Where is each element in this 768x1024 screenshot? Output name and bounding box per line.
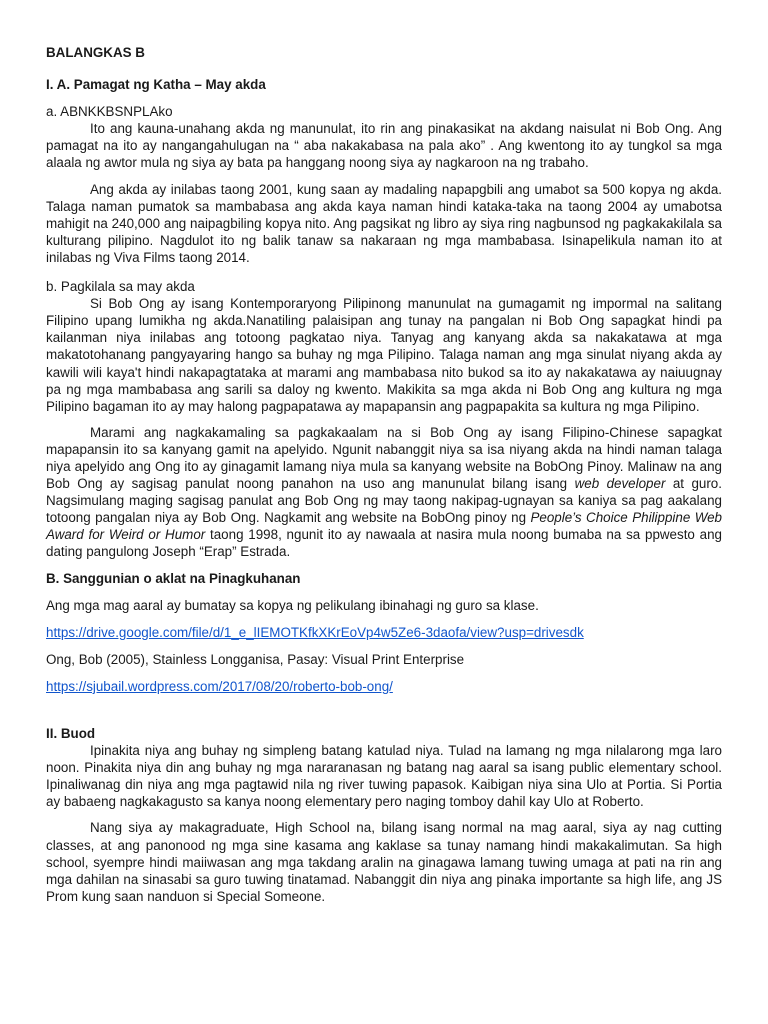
- paragraph-ii-1: Ipinakita niya ang buhay ng simpleng batang katulad niya. Tulad na lamang ng mga nilalarong mga laro noon. Pinakita niya din ang buhay ng mga nararanasan ng batang nag aaral sa isang public elementary school. Ipinaliwanag din niya ang mga pagtawid nila ng river tuwing papasok. Kaibigan niya sina Ulo at Portia. Si Portia ay babaeng nagkakagusto sa kanya noong elementary pero naging tomboy dahil kay Ulo at Roberto.: [46, 743, 722, 810]
- paragraph-a-2: Ang akda ay inilabas taong 2001, kung saan ay madaling napapgbili ang umabot sa 500 kopya ng akda. Talaga naman pumatok sa mambabasa ang akda kaya naman hindi kataka-taka na taong 2004 ay umabotsa mahigit na 240,000 ang naipagbiling kopya nito. Ang pagsikat ng libro ay siya ring nagbunsod ng pagkakakilala sa kulturang pilipino. Nagdulot ito ng balik tanaw sa nakaraan ng mga mambabasa. Isinapelikula naman ito at inilabas ng Viva Films taong 2014.: [46, 181, 722, 265]
- paragraph-b-2-text-1: Marami ang nagkakamaling sa pagkakaalam na si Bob Ong ay isang Filipino-Chinese sapagkat mapapansin ito sa kanyang gamit na apelyido. Ngunit nabanggit niya sa isa niyang akda na hindi naman talaga niya apelyido ang Ong ito ay ginagamit lamang niya mula sa kanyang website na BobOng Pinoy. Malinaw na ang Bob Ong ay sagisag panulat noong panahon na uso ang manunulat bilang isang: [46, 424, 722, 492]
- paragraph-b-2: [46, 424, 722, 561]
- paragraph-b-2-text-3: taong 1998, ngunit ito ay nawaala at nasira mula noong bumaba na sa ppwesto ang dating pangulong Joseph “Erap” Estrada.: [46, 527, 722, 560]
- subheading-a: a. ABNKKBSNPLAko: [46, 104, 173, 120]
- paragraph-a-1: Ito ang kauna-unahang akda ng manunulat, ito rin ang pinakasikat na akdang naisulat ni Bob Ong. Ang pamagat na ito ay nangangahulugan na “ aba nakakabasa na pala ako” . Ang kwentong ito ay tungkol sa mga alaala ng awtor mula ng siya ay bata pa hanggang noong siya ay nagkaroon na ng trabaho.: [46, 121, 722, 171]
- subheading-b: b. Pagkilala sa may akda: [46, 279, 195, 295]
- paragraph-b-1: Si Bob Ong ay isang Kontemporaryong Pilipinong manunulat na gumagamit ng impormal na salitang Filipino upang lumikha ng akda.Nanatiling palaisipan ang tunay na pangalan ni Bob Ong sapagkat hindi pa kailanman niya inilabas ang totoong pagkatao niya. Tanyag ang kanyang akda sa nakakatawa at mga makatotohanang pangyayaring hango sa buhay ng mga Pilipino. Talaga naman ang mga sinulat niyang akda ay kawili wili kaya't hindi nakapagtataka at marami ang mambabasa nito bukod sa ito ay nakakatawa ay naiuugnay pa ng mga mambabasa ang sarili sa daloy ng kwento. Makikita sa mga akda ni Bob Ong ang kultura ng mga Pilipino bagaman ito ay may halong pagpapatawa ay mapapansin ang pagpapakita sa kultura ng mga Pilipino.: [46, 296, 722, 414]
- reference-note: Ang mga mag aaral ay bumatay sa kopya ng pelikulang ibinahagi ng guro sa klase.: [46, 597, 539, 613]
- section-heading-b: B. Sanggunian o aklat na Pinagkuhanan: [46, 570, 301, 586]
- italic-web-developer: web developer: [574, 476, 666, 492]
- paragraph-ii-2: Nang siya ay makagraduate, High School na, bilang isang normal na mag aaral, siya ay nag cutting classes, at ang panonood ng mga sine kasama ang kaklase sa tunay namang hindi makakalimutan. Sa high school, syempre hindi maiiwasan ang mga takdang aralin na ginagawa lamang tuwing umaga at pati na rin ang mga dahilan na sinasabi sa guro tuwing tinatamad. Nabanggit din niya ang pinaka importante sa high life, ang JS Prom kung saan nanduon si Special Someone.: [46, 820, 722, 904]
- italic-award-name: People’s Choice Philippine Web Award for Weird or Humor: [46, 510, 723, 543]
- reference-link-drive[interactable]: https://drive.google.com/file/d/1_e_lIEMOTKfkXKrEoVp4w5Ze6-3daofa/view?usp=drivesdk: [46, 624, 584, 640]
- document-title: BALANGKAS B: [46, 45, 145, 60]
- section-heading-ia: I. A. Pamagat ng Katha – May akda: [46, 77, 266, 93]
- reference-book: Ong, Bob (2005), Stainless Longganisa, Pasay: Visual Print Enterprise: [46, 651, 465, 667]
- paragraph-b-2-text-2: at guro. Nagsimulang maging sagisag panulat ang Bob Ong ng may taong nakipag-ugnayan sa kaniya sa pag aakalang totoong pangalan niya ay Bob Ong. Nagkamit ang website na BobOng pinoy ng: [46, 476, 722, 526]
- reference-link-blog[interactable]: https://sjubail.wordpress.com/2017/08/20/roberto-bob-ong/: [46, 678, 393, 694]
- section-heading-ii: II. Buod: [46, 726, 96, 741]
